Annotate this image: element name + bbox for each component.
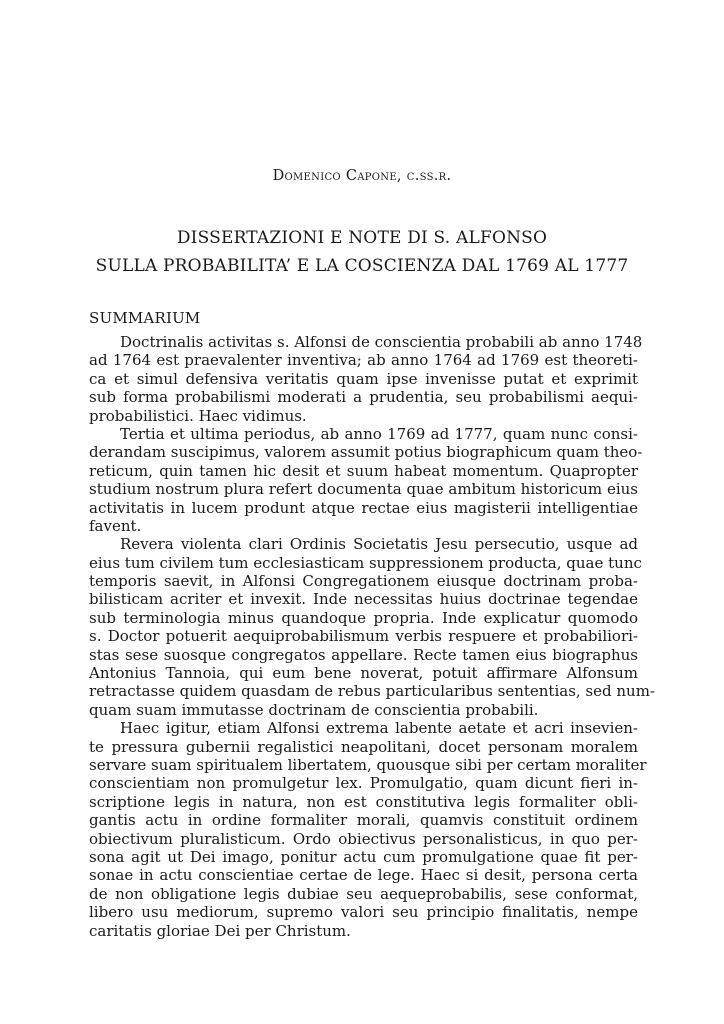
text-line: ca et simul defensiva veritatis quam ipse invenisse putat et exprimit [89, 369, 638, 388]
author-last-name: Capone, [345, 168, 402, 184]
text-line: bilisticam acriter et invexit. Inde necessitas huius doctrinae tegendae [89, 590, 638, 609]
text-line: Antonius Tannoia, qui eum bene noverat, potuit affirmare Alfonsum [89, 664, 638, 683]
text-line: activitatis in lucem produnt atque rectae eius magisterii intelligentiae [89, 498, 638, 517]
text-line: de non obligatione legis dubiae seu aequeprobabilis, sese conformat, [89, 884, 638, 903]
text-line: libero usu mediorum, supremo valori seu principio finalitatis, nempe [89, 903, 638, 922]
text-line: studium nostrum plura refert documenta quae ambitum historicum eius [89, 480, 638, 499]
text-line: sub terminologia minus quandoque propria. Inde explicatur quomodo [89, 608, 638, 627]
text-line: servare suam spiritualem libertatem, quousque sibi per certam moraliter [89, 755, 647, 774]
text-line: eius tum civilem tum ecclesiasticam suppressionem producta, quae tunc [89, 553, 642, 572]
text-line: stas sese suosque congregatos appellare. Recte tamen eius biographus [89, 645, 638, 664]
text-line: retractasse quidem quasdam de rebus particularibus sententias, sed num- [89, 682, 655, 701]
text-line: Haec igitur, etiam Alfonsi extrema labente aetate et acri insevien- [120, 719, 638, 738]
title-line: DISSERTAZIONI E NOTE DI S. ALFONSO [176, 228, 548, 248]
author-first-name: Domenico [272, 168, 341, 184]
title-line: SULLA PROBABILITA’ E LA COSCIENZA DAL 1769 AL 1777 [95, 256, 629, 276]
text-line: te pressura gubernii regalistici neapolitani, docet personam moralem [89, 737, 638, 756]
text-line: favent. [89, 516, 142, 535]
text-line: scriptione legis in natura, non est constitutiva legis formaliter obli- [89, 792, 638, 811]
text-line: reticum, quin tamen hic desit et suum habeat momentum. Quapropter [89, 461, 638, 480]
text-line: caritatis gloriae Dei per Christum. [89, 921, 351, 940]
text-line: conscientiam non promulgetur lex. Promulgatio, quam dicunt fieri in- [89, 774, 638, 793]
text-line: sonae in actu conscientiae certae de lege. Haec si desit, persona certa [89, 866, 638, 885]
author-suffix: c.ss.r. [406, 168, 452, 184]
text-line: s. Doctor potuerit aequiprobabilismum verbis respuere et probabiliori- [89, 627, 638, 646]
text-line: sona agit ut Dei imago, ponitur actu cum promulgatione quae fit per- [89, 847, 638, 866]
text-line: probabilistici. Haec vidimus. [89, 406, 307, 425]
text-line: temporis saevit, in Alfonsi Congregationem eiusque doctrinam proba- [89, 572, 638, 591]
section-heading: SUMMARIUM [89, 309, 201, 327]
text-line: gantis actu in ordine formaliter morali, quamvis constituit ordinem [89, 811, 638, 830]
text-line: ad 1764 est praevalenter inventiva; ab anno 1764 ad 1769 est theoreti- [89, 351, 638, 370]
summary-body [89, 333, 655, 940]
author-line [0, 168, 724, 184]
text-line: Tertia et ultima periodus, ab anno 1769 ad 1777, quam nunc consi- [120, 424, 638, 443]
paper-title [0, 224, 724, 280]
text-line: sub forma probabilismi moderati a prudentia, seu probabilismi aequi- [89, 388, 638, 407]
text-line: Revera violenta clari Ordinis Societatis Jesu persecutio, usque ad [120, 535, 638, 554]
text-line: obiectivum pluralisticum. Ordo obiectivus personalisticus, in quo per- [89, 829, 638, 848]
text-line: Doctrinalis activitas s. Alfonsi de conscientia probabili ab anno 1748 [120, 333, 643, 351]
text-line: derandam suscipimus, valorem assumit potius biographicum quam theo- [89, 443, 643, 462]
text-line: quam suam immutasse doctrinam de conscientia probabili. [89, 700, 539, 719]
